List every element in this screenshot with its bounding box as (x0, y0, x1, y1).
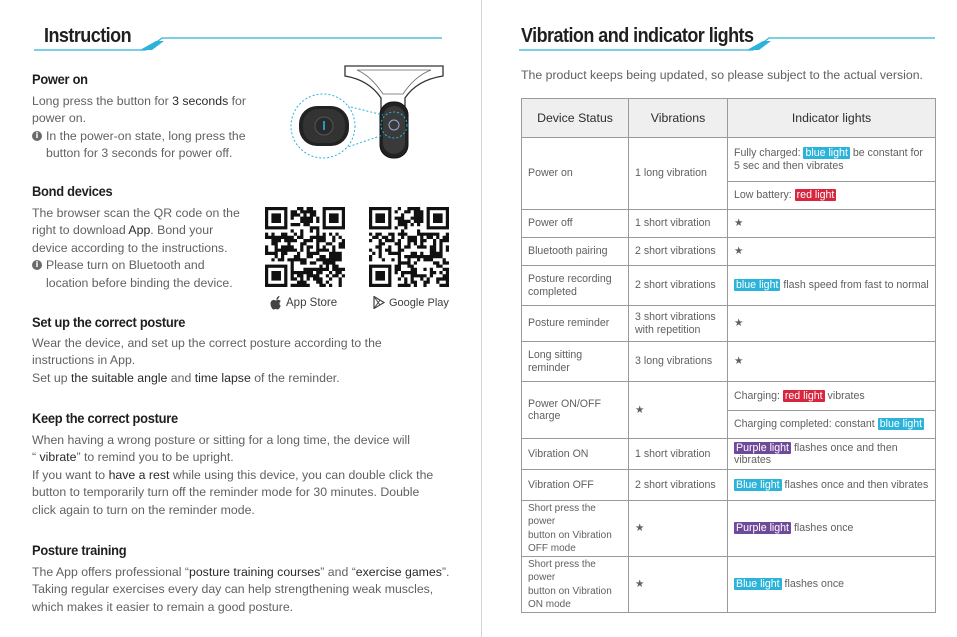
left-page (0, 0, 478, 637)
vibration-header (483, 0, 957, 60)
header-underline (0, 0, 478, 60)
power-on-title: Power on (32, 71, 88, 87)
instruction-title: Instruction (44, 25, 132, 47)
table-row: Vibration OFF 2 short vibrations Blue light flashes once and then vibrates (522, 470, 936, 501)
setup-posture-text: Wear the device, and set up the correct posture according to the instructions in App. Set up the suitable angle and time lapse of the reminder. (32, 336, 382, 385)
table-row: Bluetooth pairing 2 short vibrations ★ (522, 238, 936, 266)
info-icon: i (32, 260, 42, 270)
table-row: Posture reminder 3 short vibrations with repetition ★ (522, 306, 936, 342)
header-underline (483, 0, 957, 60)
status-table (521, 98, 936, 613)
keep-posture-title: Keep the correct posture (32, 410, 178, 426)
purple-light-badge: Purple light (736, 522, 789, 535)
table-row: Vibration ON 1 short vibration Purple light flashes once and then vibrates (522, 439, 936, 470)
red-light-badge: red light (796, 189, 835, 202)
red-light-badge: red light (784, 389, 823, 402)
page-divider (481, 0, 482, 637)
purple-light-badge: Purple light (736, 441, 789, 454)
table-row: Posture recording completed 2 short vibrations blue light flash speed from fast to normal (522, 266, 936, 306)
col-device-status: Device Status (522, 99, 629, 138)
app-store-link[interactable]: App Store (269, 296, 337, 310)
right-page (483, 0, 957, 637)
device-illustration-icon (289, 62, 449, 172)
info-icon: i (32, 131, 42, 141)
google-play-icon (373, 296, 385, 309)
table-row: Short press the power button on Vibration OFF mode ★ Purple light flashes once (522, 501, 936, 557)
apple-icon (269, 296, 282, 310)
setup-posture-title: Set up the correct posture (32, 314, 186, 330)
bond-devices-title: Bond devices (32, 183, 113, 199)
table-row: Long sitting reminder 3 long vibrations ★ (522, 342, 936, 382)
blue-light-badge: blue light (805, 147, 848, 159)
posture-training-title: Posture training (32, 542, 127, 558)
blue-light-badge: Blue light (736, 578, 780, 591)
table-row: Charging completed: constant blue light (522, 411, 936, 439)
update-notice: The product keeps being updated, so please subject to the actual version. (521, 68, 923, 82)
blue-light-badge: blue light (879, 418, 923, 431)
table-row: Power ON/OFF charge ★ Charging: red light vibrates (522, 382, 936, 411)
google-play-link[interactable]: Google Play (373, 296, 449, 309)
col-indicator-lights: Indicator lights (728, 99, 936, 138)
bond-devices-text: The browser scan the QR code on the right to download App. Bond your device according to the instructions. i Please turn on Bluetooth and location before binding the device. (32, 206, 240, 290)
power-on-text: Long press the button for 3 seconds for power on. i In the power-on state, long press the button for 3 seconds for power off. (32, 94, 246, 161)
table-row: Power on 1 long vibration Fully charged: blue light be constant for 5 sec and then vibrates (522, 138, 936, 182)
vibration-title: Vibration and indicator lights (521, 25, 754, 47)
google-play-qr-code[interactable] (369, 207, 449, 287)
col-vibrations: Vibrations (629, 99, 728, 138)
blue-light-badge: blue light (736, 279, 779, 292)
keep-posture-text: When having a wrong posture or sitting for a long time, the device will “ vibrate” to remind you to be upright. If you want to have a rest while using this device, you can double click the button to temporarily turn off the reminder mode for 30 minutes. Double click again to turn on the reminder mode. (32, 433, 434, 517)
instruction-header (0, 0, 478, 60)
table-row: Power off 1 short vibration ★ (522, 210, 936, 238)
posture-training-text: The App offers professional “posture training courses” and “exercise games”. Taking regular exercises every day can help strengthening weak muscles, which makes it easier to remain a good posture. (32, 565, 450, 614)
app-store-qr-code[interactable] (265, 207, 345, 287)
table-row: Short press the power button on Vibration ON mode ★ Blue light flashes once (522, 557, 936, 613)
table-row: Low battery: red light (522, 182, 936, 210)
blue-light-badge: Blue light (736, 478, 780, 491)
